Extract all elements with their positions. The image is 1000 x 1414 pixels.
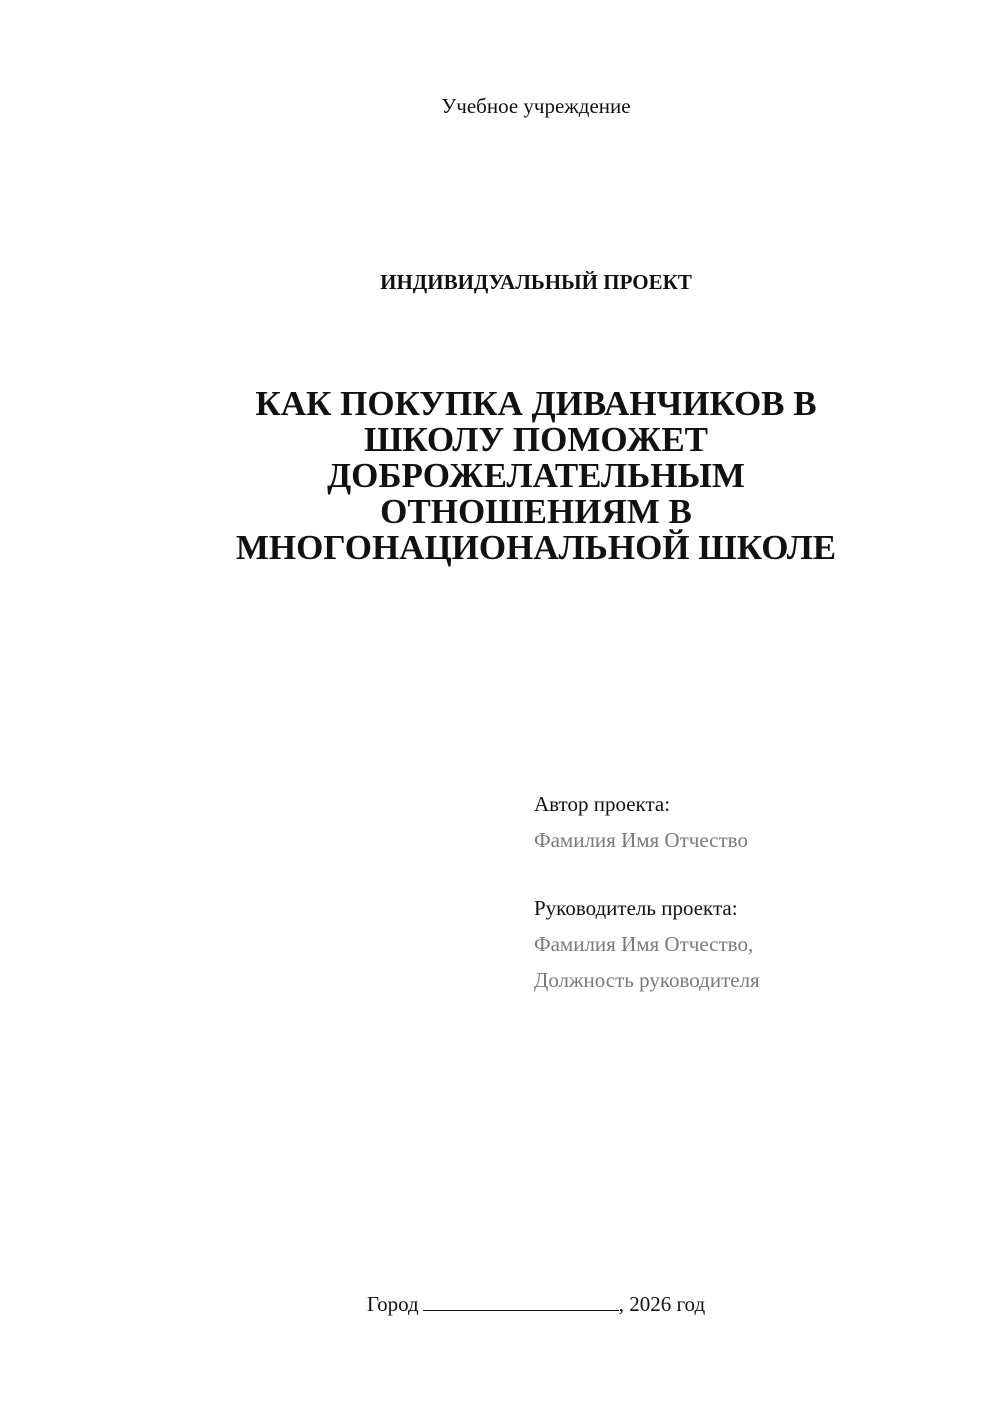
project-title-line: МНОГОНАЦИОНАЛЬНОЙ ШКОЛЕ	[235, 528, 837, 567]
year-text: , 2026 год	[618, 1292, 706, 1316]
author-name: Фамилия Имя Отчество	[534, 828, 748, 852]
supervisor-block	[534, 890, 974, 998]
supervisor-position: Должность руководителя	[534, 968, 760, 992]
document-type: ИНДИВИДУАЛЬНЫЙ ПРОЕКТ	[380, 270, 692, 294]
supervisor-name: Фамилия Имя Отчество,	[534, 932, 754, 956]
author-label: Автор проекта:	[534, 792, 671, 816]
supervisor-label: Руководитель проекта:	[534, 896, 738, 920]
project-title-line: КАК ПОКУПКА ДИВАНЧИКОВ В	[255, 384, 817, 423]
city-blank-line	[423, 1290, 619, 1311]
project-title	[150, 386, 922, 566]
project-title-line: ДОБРОЖЕЛАТЕЛЬНЫМ	[327, 456, 745, 495]
institution-name: Учебное учреждение	[441, 94, 631, 118]
author-block	[534, 786, 974, 858]
city-label: Город	[366, 1292, 419, 1316]
footer-city-year	[0, 1290, 1000, 1318]
project-title-line: ШКОЛУ ПОМОЖЕТ	[363, 420, 709, 459]
project-title-line: ОТНОШЕНИЯМ В	[380, 492, 692, 531]
